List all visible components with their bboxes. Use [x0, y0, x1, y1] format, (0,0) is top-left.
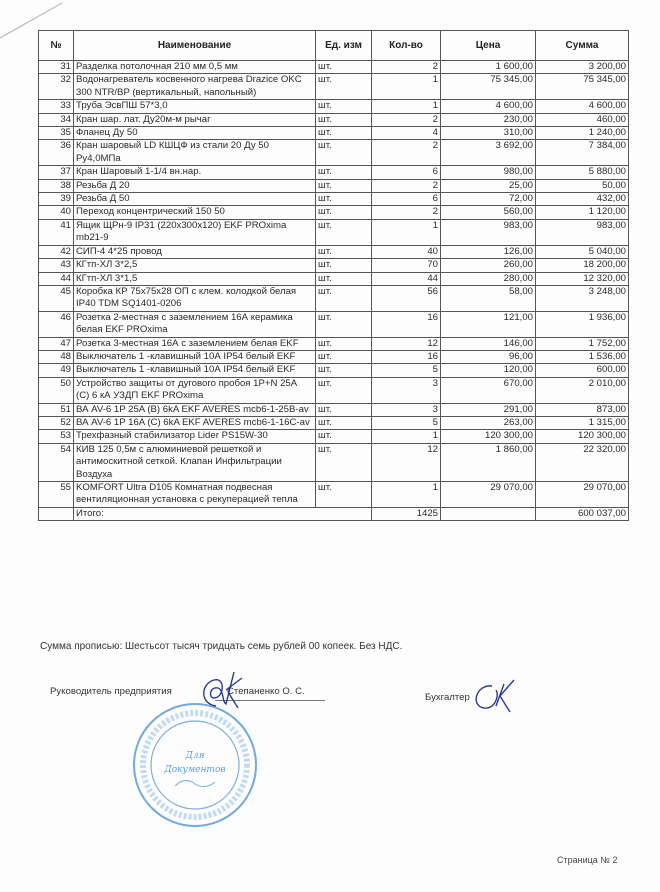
row-unit: шт.	[316, 127, 372, 140]
row-name: ВА AV-6 1P 16A (C) 6kA EKF AVERES mcb6-1-16C-av	[74, 416, 316, 429]
row-sum: 1 536,00	[536, 350, 629, 363]
row-name: КИВ 125 0,5м с алюминиевой решеткой и антимоскитной сеткой. Клапан Инфильтрации Воздуха	[74, 443, 316, 481]
table-row	[39, 337, 629, 350]
row-name: КГтп-ХЛ 3*1,5	[74, 272, 316, 285]
row-unit: шт.	[316, 272, 372, 285]
table-row	[39, 416, 629, 429]
row-price: 126,00	[441, 245, 536, 258]
row-unit: шт.	[316, 350, 372, 363]
table-row	[39, 113, 629, 126]
row-unit: шт.	[316, 166, 372, 179]
row-price: 230,00	[441, 113, 536, 126]
row-price: 75 345,00	[441, 74, 536, 100]
row-qty: 2	[372, 206, 441, 219]
row-num: 42	[39, 245, 74, 258]
row-unit: шт.	[316, 416, 372, 429]
row-unit: шт.	[316, 259, 372, 272]
table-row	[39, 272, 629, 285]
row-unit: шт.	[316, 74, 372, 100]
row-price: 260,00	[441, 259, 536, 272]
row-price: 72,00	[441, 193, 536, 206]
accountant-label: Бухгалтер	[425, 692, 470, 703]
table-row	[39, 193, 629, 206]
row-qty: 12	[372, 337, 441, 350]
row-num: 50	[39, 377, 74, 403]
row-qty: 16	[372, 311, 441, 337]
total-qty: 1425	[372, 507, 441, 520]
row-price: 1 600,00	[441, 61, 536, 74]
row-price: 120,00	[441, 364, 536, 377]
row-qty: 2	[372, 61, 441, 74]
row-qty: 6	[372, 193, 441, 206]
row-sum: 5 880,00	[536, 166, 629, 179]
row-sum: 460,00	[536, 113, 629, 126]
row-num: 54	[39, 443, 74, 481]
row-name: КГтп-ХЛ 3*2,5	[74, 259, 316, 272]
row-name: Ящик ЩРн-9 IP31 (220x300x120) EKF PROxima mb21-9	[74, 219, 316, 245]
table-header-row	[39, 31, 629, 61]
header-name: Наименование	[74, 31, 316, 61]
row-price: 280,00	[441, 272, 536, 285]
row-num: 55	[39, 482, 74, 508]
row-name: Выключатель 1 -клавишный 10А IP54 белый EKF	[74, 350, 316, 363]
row-name: Водонагреватель косвенного нагрева Drazice OKC 300 NTR/BP (вертикальный, напольный)	[74, 74, 316, 100]
row-num: 44	[39, 272, 74, 285]
table-row	[39, 100, 629, 113]
table-row	[39, 166, 629, 179]
row-name: Выключатель 1 -клавишный 10А IP54 белый EKF	[74, 364, 316, 377]
row-num: 39	[39, 193, 74, 206]
row-unit: шт.	[316, 337, 372, 350]
row-price: 983,00	[441, 219, 536, 245]
table-row	[39, 140, 629, 166]
total-label: Итого:	[74, 507, 372, 520]
row-sum: 1 752,00	[536, 337, 629, 350]
row-name: KOMFORT Ultra D105 Комнатная подвесная вентиляционная установка с рекуперацией тепла	[74, 482, 316, 508]
row-sum: 29 070,00	[536, 482, 629, 508]
row-unit: шт.	[316, 219, 372, 245]
row-num: 38	[39, 179, 74, 192]
table-row	[39, 443, 629, 481]
row-price: 560,00	[441, 206, 536, 219]
row-sum: 50,00	[536, 179, 629, 192]
table-row	[39, 259, 629, 272]
company-stamp	[130, 700, 260, 830]
row-price: 121,00	[441, 311, 536, 337]
row-sum: 22 320,00	[536, 443, 629, 481]
row-name: Резьба Д 50	[74, 193, 316, 206]
row-price: 1 860,00	[441, 443, 536, 481]
row-price: 670,00	[441, 377, 536, 403]
row-unit: шт.	[316, 403, 372, 416]
row-unit: шт.	[316, 140, 372, 166]
row-qty: 40	[372, 245, 441, 258]
row-price: 146,00	[441, 337, 536, 350]
row-qty: 1	[372, 482, 441, 508]
row-price: 58,00	[441, 285, 536, 311]
row-price: 980,00	[441, 166, 536, 179]
table-row	[39, 285, 629, 311]
row-qty: 1	[372, 219, 441, 245]
row-name: Резьба Д 20	[74, 179, 316, 192]
row-unit: шт.	[316, 61, 372, 74]
stamp-emblem	[175, 780, 215, 786]
row-unit: шт.	[316, 430, 372, 443]
row-num: 37	[39, 166, 74, 179]
row-unit: шт.	[316, 113, 372, 126]
row-sum: 1 315,00	[536, 416, 629, 429]
row-num: 52	[39, 416, 74, 429]
row-sum: 5 040,00	[536, 245, 629, 258]
total-num-cell	[39, 507, 74, 520]
row-name: Розетка 3-местная 16А с заземлением белая EKF	[74, 337, 316, 350]
row-num: 41	[39, 219, 74, 245]
row-qty: 70	[372, 259, 441, 272]
row-qty: 4	[372, 127, 441, 140]
row-unit: шт.	[316, 245, 372, 258]
total-price-cell	[441, 507, 536, 520]
row-unit: шт.	[316, 364, 372, 377]
row-num: 36	[39, 140, 74, 166]
row-unit: шт.	[316, 285, 372, 311]
row-name: СИП-4 4*25 провод	[74, 245, 316, 258]
row-unit: шт.	[316, 311, 372, 337]
stamp-text-2: Документов	[164, 765, 226, 775]
row-num: 53	[39, 430, 74, 443]
row-unit: шт.	[316, 206, 372, 219]
row-num: 40	[39, 206, 74, 219]
row-qty: 2	[372, 140, 441, 166]
table-row	[39, 403, 629, 416]
row-sum: 3 200,00	[536, 61, 629, 74]
row-qty: 16	[372, 350, 441, 363]
row-sum: 3 248,00	[536, 285, 629, 311]
row-sum: 600,00	[536, 364, 629, 377]
total-row	[39, 507, 629, 520]
row-unit: шт.	[316, 179, 372, 192]
row-name: Разделка потолочная 210 мм 0,5 мм	[74, 61, 316, 74]
row-qty: 3	[372, 377, 441, 403]
row-name: Трехфазный стабилизатор Lider PS15W-30	[74, 430, 316, 443]
table-row	[39, 179, 629, 192]
row-price: 29 070,00	[441, 482, 536, 508]
row-sum: 4 600,00	[536, 100, 629, 113]
row-num: 47	[39, 337, 74, 350]
row-num: 32	[39, 74, 74, 100]
row-qty: 6	[372, 166, 441, 179]
row-num: 51	[39, 403, 74, 416]
row-sum: 18 200,00	[536, 259, 629, 272]
row-name: Фланец Ду 50	[74, 127, 316, 140]
header-unit: Ед. изм	[316, 31, 372, 61]
row-name: Кран шаровый LD КШЦФ из стали 20 Ду 50 Ру4,0МПа	[74, 140, 316, 166]
invoice-table	[38, 30, 629, 521]
row-price: 120 300,00	[441, 430, 536, 443]
row-qty: 1	[372, 430, 441, 443]
row-sum: 75 345,00	[536, 74, 629, 100]
director-name: Степаненко О. С.	[227, 686, 305, 697]
row-unit: шт.	[316, 193, 372, 206]
table-row	[39, 61, 629, 74]
total-sum: 600 037,00	[536, 507, 629, 520]
row-sum: 2 010,00	[536, 377, 629, 403]
row-num: 48	[39, 350, 74, 363]
row-price: 310,00	[441, 127, 536, 140]
row-sum: 120 300,00	[536, 430, 629, 443]
director-signature-icon	[196, 668, 246, 716]
row-qty: 2	[372, 113, 441, 126]
row-qty: 12	[372, 443, 441, 481]
row-num: 34	[39, 113, 74, 126]
row-sum: 1 240,00	[536, 127, 629, 140]
row-name: Труба ЭсвПШ 57*3,0	[74, 100, 316, 113]
row-num: 43	[39, 259, 74, 272]
director-label: Руководитель предприятия	[50, 686, 172, 697]
row-name: Переход концентрический 150 50	[74, 206, 316, 219]
row-name: Кран Шаровый 1-1/4 вн.нар.	[74, 166, 316, 179]
row-name: Розетка 2-местная с заземлением 16А керамика белая EKF PROxima	[74, 311, 316, 337]
row-num: 33	[39, 100, 74, 113]
row-price: 25,00	[441, 179, 536, 192]
row-price: 291,00	[441, 403, 536, 416]
row-price: 4 600,00	[441, 100, 536, 113]
row-price: 96,00	[441, 350, 536, 363]
row-sum: 1 120,00	[536, 206, 629, 219]
row-qty: 56	[372, 285, 441, 311]
row-num: 31	[39, 61, 74, 74]
row-name: Кран шар. лат. Ду20м-м рычаг	[74, 113, 316, 126]
table-row	[39, 74, 629, 100]
row-qty: 2	[372, 179, 441, 192]
stamp-text-1: Для	[185, 751, 205, 761]
row-num: 49	[39, 364, 74, 377]
row-sum: 983,00	[536, 219, 629, 245]
header-sum: Сумма	[536, 31, 629, 61]
row-sum: 432,00	[536, 193, 629, 206]
row-sum: 873,00	[536, 403, 629, 416]
row-qty: 1	[372, 100, 441, 113]
header-num: №	[39, 31, 74, 61]
row-qty: 44	[372, 272, 441, 285]
row-unit: шт.	[316, 443, 372, 481]
row-qty: 5	[372, 364, 441, 377]
row-sum: 1 936,00	[536, 311, 629, 337]
row-unit: шт.	[316, 482, 372, 508]
row-unit: шт.	[316, 377, 372, 403]
table-row	[39, 311, 629, 337]
row-unit: шт.	[316, 100, 372, 113]
row-sum: 12 320,00	[536, 272, 629, 285]
row-qty: 3	[372, 403, 441, 416]
row-price: 263,00	[441, 416, 536, 429]
table-row	[39, 430, 629, 443]
row-num: 45	[39, 285, 74, 311]
table-row	[39, 350, 629, 363]
table-row	[39, 245, 629, 258]
table-row	[39, 364, 629, 377]
header-price: Цена	[441, 31, 536, 61]
row-num: 35	[39, 127, 74, 140]
amount-in-words: Сумма прописью: Шестьсот тысяч тридцать семь рублей 00 копеек. Без НДС.	[40, 641, 403, 652]
table-body	[39, 61, 629, 508]
table-row	[39, 377, 629, 403]
table-row	[39, 127, 629, 140]
table-row	[39, 219, 629, 245]
table-row	[39, 482, 629, 508]
row-qty: 1	[372, 74, 441, 100]
row-sum: 7 384,00	[536, 140, 629, 166]
row-price: 3 692,00	[441, 140, 536, 166]
page-number: Страница № 2	[557, 855, 618, 865]
row-num: 46	[39, 311, 74, 337]
table-row	[39, 206, 629, 219]
row-name: Коробка КР 75х75х28 ОП с клем. колодкой белая IP40 TDM SQ1401-0206	[74, 285, 316, 311]
header-qty: Кол-во	[372, 31, 441, 61]
accountant-signature-icon	[470, 676, 520, 716]
row-name: Устройство защиты от дугового пробоя 1P+N 25А (С) 6 кА УЗДП EKF PROxima	[74, 377, 316, 403]
row-qty: 5	[372, 416, 441, 429]
row-name: ВА AV-6 1P 25A (B) 6kA EKF AVERES mcb6-1-25B-av	[74, 403, 316, 416]
